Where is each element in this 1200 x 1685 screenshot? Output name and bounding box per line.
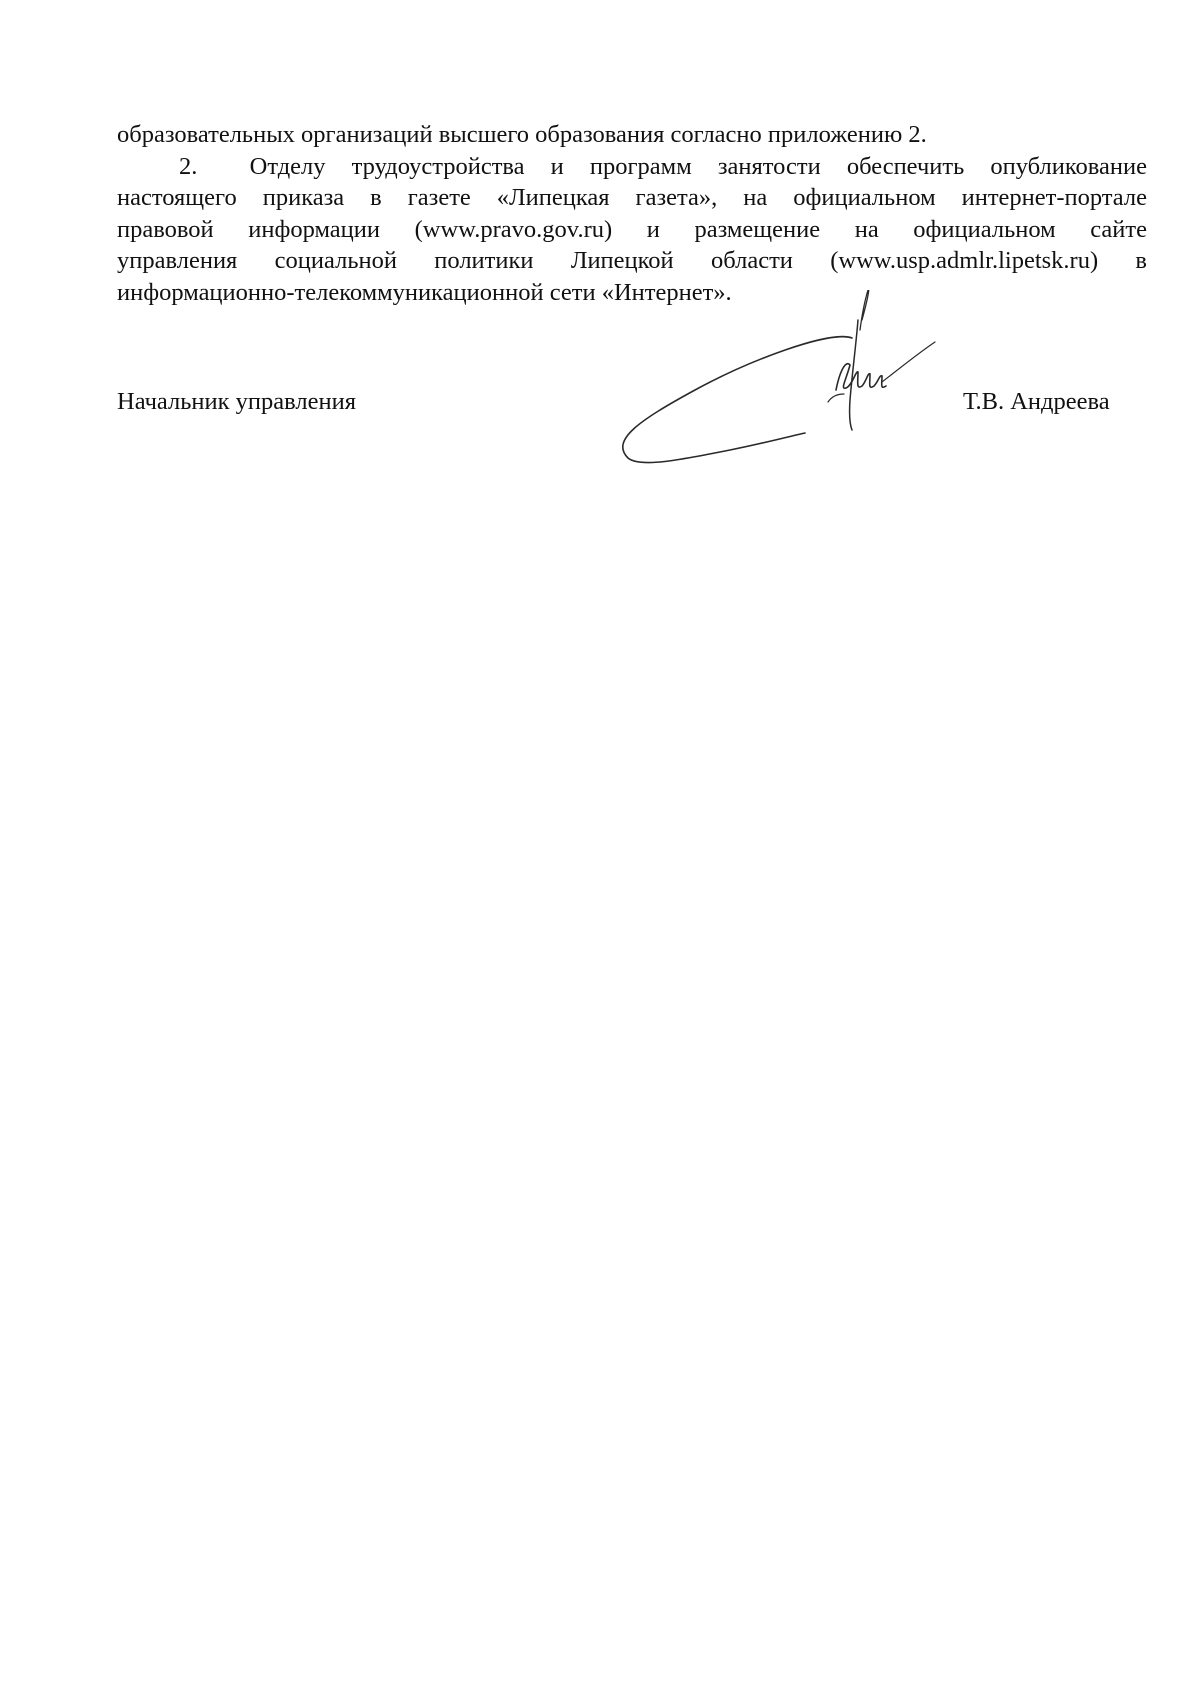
signature-letters-stroke (836, 364, 886, 390)
paragraph-2-number: 2. (179, 152, 198, 180)
paragraph-1-tail: образовательных организаций высшего образования согласно приложению 2. (117, 121, 927, 148)
signature-vertical-stroke (850, 320, 858, 430)
handwritten-signature (600, 290, 940, 490)
paragraph-2-line-4: управления социальной политики Липецкой области (www.usp.admlr.lipetsk.ru) в (117, 247, 1147, 274)
paragraph-2-line-3: правовой информации (www.pravo.gov.ru) и размещение на официальном сайте (117, 215, 1147, 243)
body-text (117, 119, 1147, 308)
paragraph-2-line-5: информационно-телекоммуникационной сети «Интернет». (117, 278, 732, 306)
signature-top-stroke (860, 290, 869, 330)
signature-trailing-stroke (882, 342, 935, 382)
signature-link-stroke (828, 394, 844, 402)
signature-loop-stroke (623, 337, 852, 463)
signatory-name: Т.В. Андреева (963, 388, 1110, 415)
paragraph-2-line-2: настоящего приказа в газете «Липецкая газета», на официальном интернет-портале (117, 184, 1147, 211)
paragraph-2-line-1 (117, 151, 1147, 183)
signatory-position: Начальник управления (117, 388, 356, 415)
paragraph-2-line-1-text: Отделу трудоустройства и программ занятости обеспечить опубликование (249, 152, 1147, 180)
